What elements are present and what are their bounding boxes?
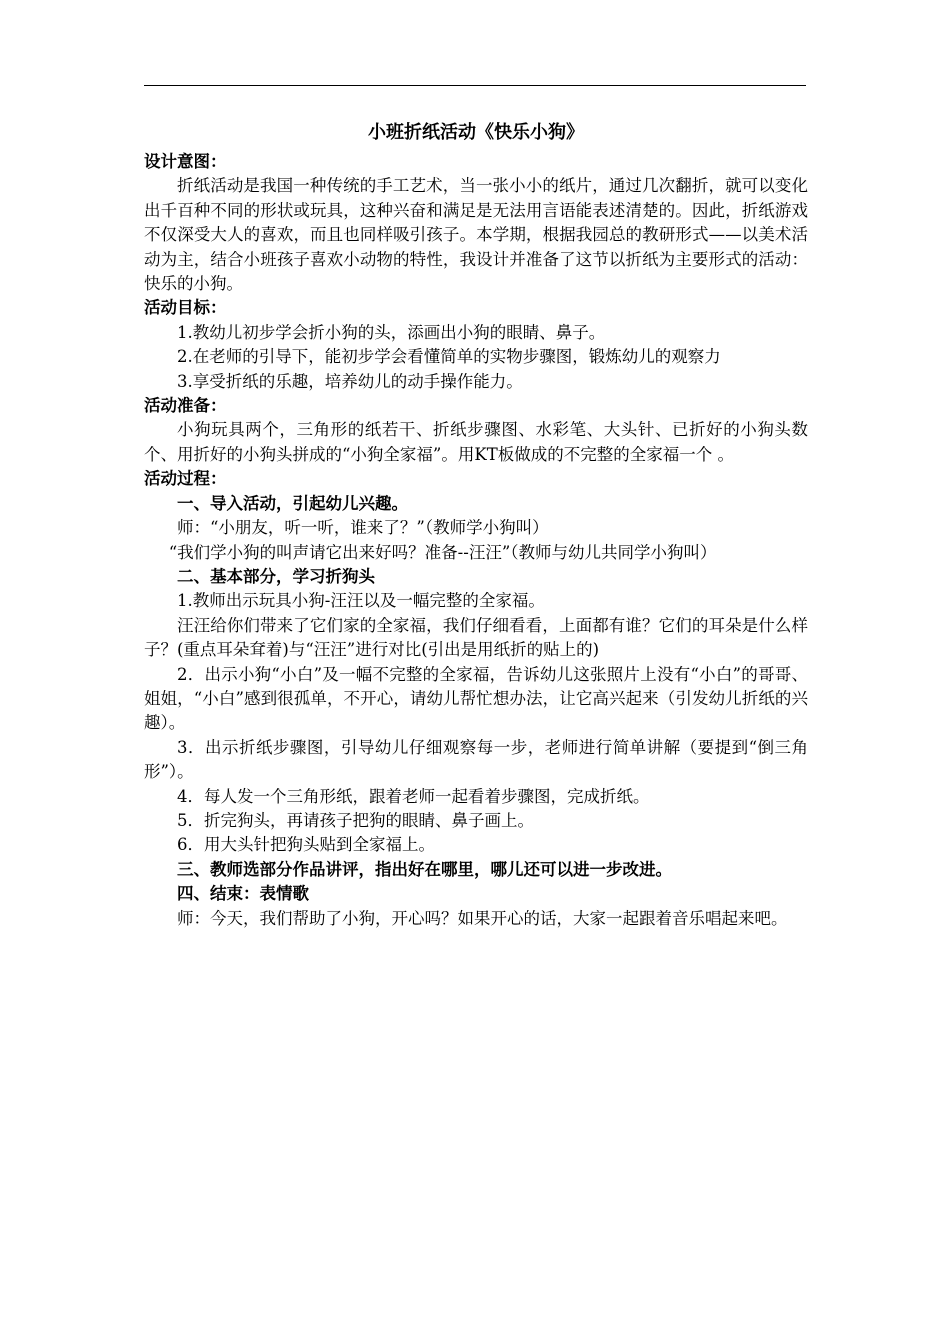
paragraph: 5．折完狗头，再请孩子把狗的眼睛、鼻子画上。 (177, 810, 534, 830)
paragraph: 3．出示折纸步骤图，引导幼儿仔细观察每一步，老师进行简单讲解（要提到“倒三角形”）。 (144, 737, 808, 782)
paragraph: 师：“小朋友，听一听，谁来了？”（教师学小狗叫） (177, 518, 549, 538)
paragraph: 小狗玩具两个，三角形的纸若干、折纸步骤图、水彩笔、大头针、已折好的小狗头数个、用折好的小狗头拼成的“小狗全家福”。用KT板做成的不完整的全家福一个 。 (144, 420, 808, 464)
paragraph: 折纸活动是我国一种传统的手工艺术，当一张小小的纸片，通过几次翻折，就可以变化出千百种不同的形状或玩具，这种兴奋和满足是无法用言语能表述清楚的。因此，折纸游戏不仅深受大人的喜欢，而且也同样吸引孩子。本学期，根据我园总的教研形式——以美术活动为主，结合小班孩子喜欢小动物的特性，我设计并准备了这节以折纸为主要形式的活动：快乐的小狗。 (144, 176, 808, 294)
step-heading: 四、结束：表情歌 (177, 884, 309, 904)
step-heading: 二、基本部分，学习折狗头 (177, 566, 375, 586)
paragraph: 师：今天，我们帮助了小狗，开心吗？如果开心的话，大家一起跟着音乐唱起来吧。 (177, 908, 788, 928)
goal-item: 3.享受折纸的乐趣，培养幼儿的动手操作能力。 (177, 371, 523, 391)
paragraph: 汪汪给你们带来了它们家的全家福，我们仔细看看，上面都有谁？它们的耳朵是什么样子？(重点耳朵耷着)与“汪汪”进行对比(引出是用纸折的贴上的) (144, 615, 808, 660)
goal-item: 2.在老师的引导下，能初步学会看懂简单的实物步骤图，锻炼幼儿的观察力 (177, 347, 721, 367)
section-heading-process: 活动过程： (144, 469, 227, 489)
paragraph: 6．用大头针把狗头贴到全家福上。 (177, 835, 435, 855)
section-heading-design-intent: 设计意图： (144, 152, 227, 171)
document-body (144, 120, 808, 931)
step-heading: 三、教师选部分作品讲评，指出好在哪里，哪儿还可以进一步改进。 (177, 859, 672, 879)
document-title: 小班折纸活动《快乐小狗》 (368, 122, 584, 143)
section-heading-goals: 活动目标： (144, 298, 227, 318)
paragraph: 1.教师出示玩具小狗-汪汪以及一幅完整的全家福。 (177, 591, 545, 611)
goal-item: 1.教幼儿初步学会折小狗的头，添画出小狗的眼睛、鼻子。 (177, 322, 606, 342)
paragraph: 2．出示小狗“小白”及一幅不完整的全家福，告诉幼儿这张照片上没有“小白”的哥哥、姐姐，“小白”感到很孤单，不开心，请幼儿帮忙想办法，让它高兴起来（引发幼儿折纸的兴趣）。 (144, 664, 808, 733)
paragraph: “我们学小狗的叫声请它出来好吗？准备--汪汪”（教师与幼儿共同学小狗叫） (168, 542, 717, 562)
header-rule (144, 85, 806, 86)
step-heading: 一、导入活动，引起幼儿兴趣。 (177, 493, 408, 513)
paragraph: 4．每人发一个三角形纸，跟着老师一起看着步骤图，完成折纸。 (177, 786, 650, 806)
section-heading-preparation: 活动准备： (144, 396, 227, 416)
